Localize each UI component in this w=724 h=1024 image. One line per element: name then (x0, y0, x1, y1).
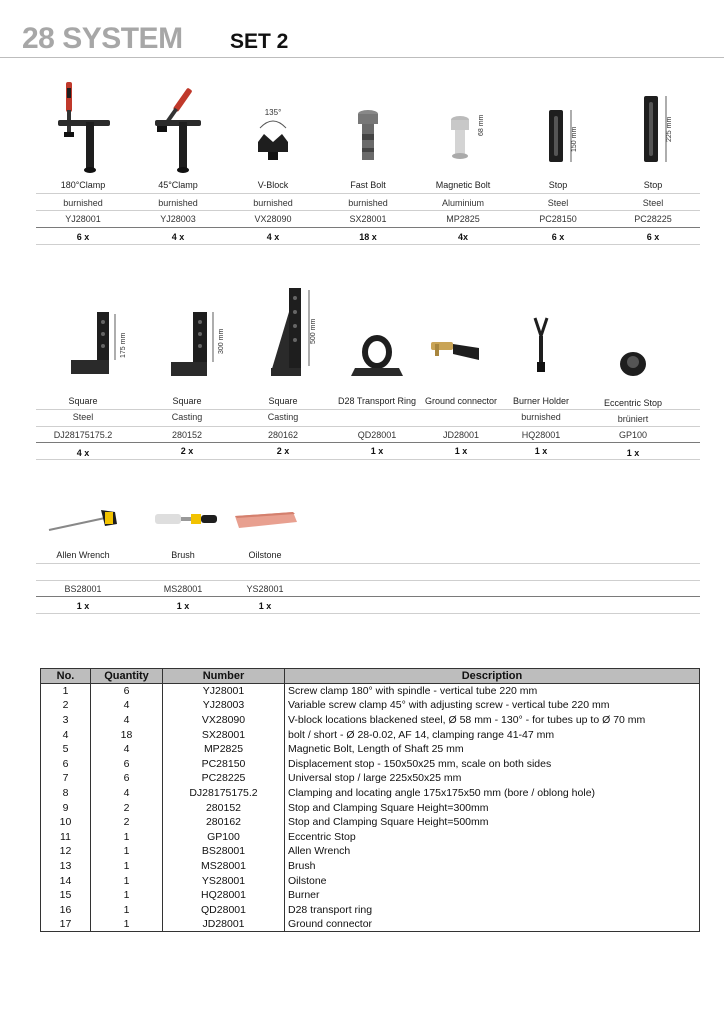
table-row (41, 713, 700, 728)
cell-description: V-block locations blackened steel, Ø 58 mm - 130° - for tubes up to Ø 70 mm (285, 713, 700, 728)
cell-description: Magnetic Bolt, Length of Shaft 25 mm (285, 742, 700, 757)
product-material: burnished (158, 198, 198, 208)
cell-description: Allen Wrench (285, 844, 700, 859)
height-annotation: 68 mm (478, 114, 485, 136)
product-number: PC28150 (539, 214, 577, 224)
product-material: burnished (348, 198, 388, 208)
cell-quantity: 2 (91, 815, 163, 830)
square-175-icon (36, 282, 130, 380)
row-divider (36, 596, 700, 597)
table-row (41, 786, 700, 801)
product-material: burnished (521, 412, 561, 422)
set-title: SET 2 (230, 30, 289, 53)
product-number: 280152 (171, 430, 203, 440)
product-quantity: 1 x (258, 601, 272, 611)
table-row (41, 829, 700, 844)
product-quantity: 1 x (176, 601, 190, 611)
product-quantity: 6 x (551, 232, 565, 242)
cell-quantity: 18 (91, 727, 163, 742)
product-quantity: 2 x (276, 446, 290, 456)
product-quantity: 1 x (534, 446, 548, 456)
product-number: 280162 (267, 430, 299, 440)
height-annotation: 150 mm (571, 126, 578, 152)
product-name: Fast Bolt (350, 180, 386, 190)
product-number: VX28090 (254, 214, 292, 224)
cell-quantity: 4 (91, 698, 163, 713)
cell-description: Universal stop / large 225x50x25 mm (285, 771, 700, 786)
cell-number: GP100 (163, 829, 285, 844)
table-row (41, 727, 700, 742)
cell-quantity: 4 (91, 742, 163, 757)
product-name: V-Block (257, 180, 289, 190)
product-name: Ground connector (424, 396, 498, 406)
cell-number: YS28001 (163, 873, 285, 888)
product-name: Stop (548, 180, 568, 190)
brush-icon (136, 500, 230, 540)
product-material: burnished (63, 198, 103, 208)
table-row (41, 800, 700, 815)
magnetic-bolt-icon (416, 80, 510, 176)
cell-number: JD28001 (163, 917, 285, 932)
product-name: Eccentric Stop (603, 398, 663, 408)
product-name: Brush (171, 550, 195, 560)
page-header (0, 0, 724, 58)
cell-quantity: 1 (91, 844, 163, 859)
product-quantity: 4 x (171, 232, 185, 242)
product-name: 45°Clamp (158, 180, 198, 190)
product-name: D28 Transport Ring (337, 396, 417, 406)
height-annotation: 175 mm (120, 332, 127, 358)
product-number: GP100 (618, 430, 648, 440)
cell-number: 280162 (163, 815, 285, 830)
fast-bolt-icon (321, 80, 415, 176)
clamp-180-icon (36, 80, 130, 176)
cell-description: Brush (285, 859, 700, 874)
table-row (41, 844, 700, 859)
product-number: SX28001 (349, 214, 387, 224)
cell-no: 15 (41, 888, 91, 903)
cell-number: DJ28175175.2 (163, 786, 285, 801)
eccentric-stop-icon (586, 282, 680, 380)
cell-description: Eccentric Stop (285, 829, 700, 844)
product-quantity: 6 x (76, 232, 90, 242)
table-row (41, 698, 700, 713)
cell-description: Displacement stop - 150x50x25 mm, scale on both sides (285, 756, 700, 771)
burner-holder-icon (494, 282, 588, 380)
product-name: Square (172, 396, 202, 406)
transport-ring-icon (330, 282, 424, 380)
cell-quantity: 1 (91, 902, 163, 917)
cell-description: Stop and Clamping Square Height=300mm (285, 800, 700, 815)
product-material: Steel (547, 198, 569, 208)
allen-wrench-icon (36, 500, 130, 540)
header-divider (0, 57, 724, 58)
row-divider (36, 459, 700, 460)
product-quantity: 2 x (180, 446, 194, 456)
table-body (41, 684, 700, 932)
cell-description: Burner (285, 888, 700, 903)
column-header-quantity: Quantity (91, 669, 163, 684)
product-quantity: 6 x (646, 232, 660, 242)
cell-description: Screw clamp 180° with spindle - vertical tube 220 mm (285, 684, 700, 699)
cell-quantity: 4 (91, 786, 163, 801)
row-divider (36, 426, 700, 427)
cell-number: PC28150 (163, 756, 285, 771)
table-row (41, 859, 700, 874)
oilstone-icon (218, 500, 312, 540)
cell-no: 7 (41, 771, 91, 786)
product-quantity: 1 x (370, 446, 384, 456)
cell-no: 12 (41, 844, 91, 859)
product-material: burnished (253, 198, 293, 208)
column-header-no: No. (41, 669, 91, 684)
cell-description: Stop and Clamping Square Height=500mm (285, 815, 700, 830)
cell-number: YJ28003 (163, 698, 285, 713)
cell-no: 1 (41, 684, 91, 699)
product-name: Oilstone (248, 550, 282, 560)
cell-quantity: 2 (91, 800, 163, 815)
cell-no: 13 (41, 859, 91, 874)
table-header-row (41, 669, 700, 684)
cell-no: 11 (41, 829, 91, 844)
product-name: Square (268, 396, 298, 406)
product-quantity: 4x (457, 232, 468, 242)
product-number: HQ28001 (521, 430, 561, 440)
product-number: PC28225 (634, 214, 672, 224)
product-number: DJ28175175.2 (53, 430, 113, 440)
cell-number: SX28001 (163, 727, 285, 742)
product-quantity: 4 x (76, 448, 90, 458)
clamp-45-icon (131, 80, 225, 176)
product-number: JD28001 (442, 430, 480, 440)
product-material: Steel (72, 412, 94, 422)
cell-quantity: 4 (91, 713, 163, 728)
row-divider (36, 613, 700, 614)
table-row (41, 888, 700, 903)
v-block-icon (226, 80, 320, 176)
row-divider (36, 442, 700, 443)
cell-no: 16 (41, 902, 91, 917)
cell-no: 10 (41, 815, 91, 830)
parts-table (40, 668, 700, 932)
height-annotation: 225 mm (666, 116, 673, 142)
cell-number: VX28090 (163, 713, 285, 728)
product-name: Allen Wrench (56, 550, 110, 560)
row-divider (36, 409, 700, 410)
cell-quantity: 6 (91, 684, 163, 699)
product-material: Steel (642, 198, 664, 208)
product-number: QD28001 (357, 430, 397, 440)
cell-description: Variable screw clamp 45° with adjusting screw - vertical tube 220 mm (285, 698, 700, 713)
product-name: 180°Clamp (60, 180, 106, 190)
product-quantity: 1 x (76, 601, 90, 611)
table-row (41, 815, 700, 830)
angle-annotation: 135° (264, 108, 282, 117)
cell-quantity: 6 (91, 756, 163, 771)
product-name: Burner Holder (512, 396, 570, 406)
cell-description: bolt / short - Ø 28-0.02, AF 14, clamping range 41-47 mm (285, 727, 700, 742)
product-quantity: 1 x (626, 448, 640, 458)
cell-no: 2 (41, 698, 91, 713)
product-quantity: 4 x (266, 232, 280, 242)
height-annotation: 300 mm (218, 328, 225, 354)
table-row (41, 684, 700, 699)
cell-number: MS28001 (163, 859, 285, 874)
cell-no: 3 (41, 713, 91, 728)
cell-quantity: 1 (91, 859, 163, 874)
product-number: YJ28003 (160, 214, 196, 224)
product-material: Casting (267, 412, 299, 422)
product-material: brüniert (617, 414, 649, 424)
row-divider (36, 244, 700, 245)
cell-quantity: 1 (91, 917, 163, 932)
height-annotation: 500 mm (310, 318, 317, 344)
cell-no: 9 (41, 800, 91, 815)
cell-number: BS28001 (163, 844, 285, 859)
cell-quantity: 1 (91, 888, 163, 903)
table-row (41, 873, 700, 888)
row-divider (36, 210, 700, 211)
row-divider (36, 227, 700, 228)
cell-quantity: 6 (91, 771, 163, 786)
table-row (41, 917, 700, 932)
cell-number: PC28225 (163, 771, 285, 786)
row-divider (36, 580, 700, 581)
cell-no: 4 (41, 727, 91, 742)
column-header-description: Description (285, 669, 700, 684)
row-divider (36, 563, 700, 564)
table-row (41, 771, 700, 786)
cell-number: HQ28001 (163, 888, 285, 903)
product-number: YS28001 (246, 584, 284, 594)
product-number: MP2825 (446, 214, 480, 224)
product-quantity: 18 x (359, 232, 377, 242)
table-row (41, 742, 700, 757)
cell-quantity: 1 (91, 829, 163, 844)
product-number: BS28001 (64, 584, 102, 594)
cell-number: MP2825 (163, 742, 285, 757)
product-number: MS28001 (163, 584, 203, 594)
stop-150-icon (511, 80, 605, 176)
stop-225-icon (606, 80, 700, 176)
cell-description: Clamping and locating angle 175x175x50 mm (bore / oblong hole) (285, 786, 700, 801)
cell-description: Oilstone (285, 873, 700, 888)
brand-title: 28 SYSTEM (22, 22, 183, 55)
cell-no: 8 (41, 786, 91, 801)
cell-no: 6 (41, 756, 91, 771)
cell-description: Ground connector (285, 917, 700, 932)
cell-no: 17 (41, 917, 91, 932)
cell-quantity: 1 (91, 873, 163, 888)
table-row (41, 756, 700, 771)
product-material: Casting (171, 412, 203, 422)
cell-no: 14 (41, 873, 91, 888)
product-material: Aluminium (441, 198, 484, 208)
product-name: Square (68, 396, 98, 406)
product-name: Magnetic Bolt (435, 180, 491, 190)
cell-number: QD28001 (163, 902, 285, 917)
column-header-number: Number (163, 669, 285, 684)
row-divider (36, 193, 700, 194)
table-row (41, 902, 700, 917)
product-name: Stop (643, 180, 663, 190)
cell-no: 5 (41, 742, 91, 757)
cell-description: D28 transport ring (285, 902, 700, 917)
cell-number: YJ28001 (163, 684, 285, 699)
product-number: YJ28001 (65, 214, 101, 224)
cell-number: 280152 (163, 800, 285, 815)
product-quantity: 1 x (454, 446, 468, 456)
